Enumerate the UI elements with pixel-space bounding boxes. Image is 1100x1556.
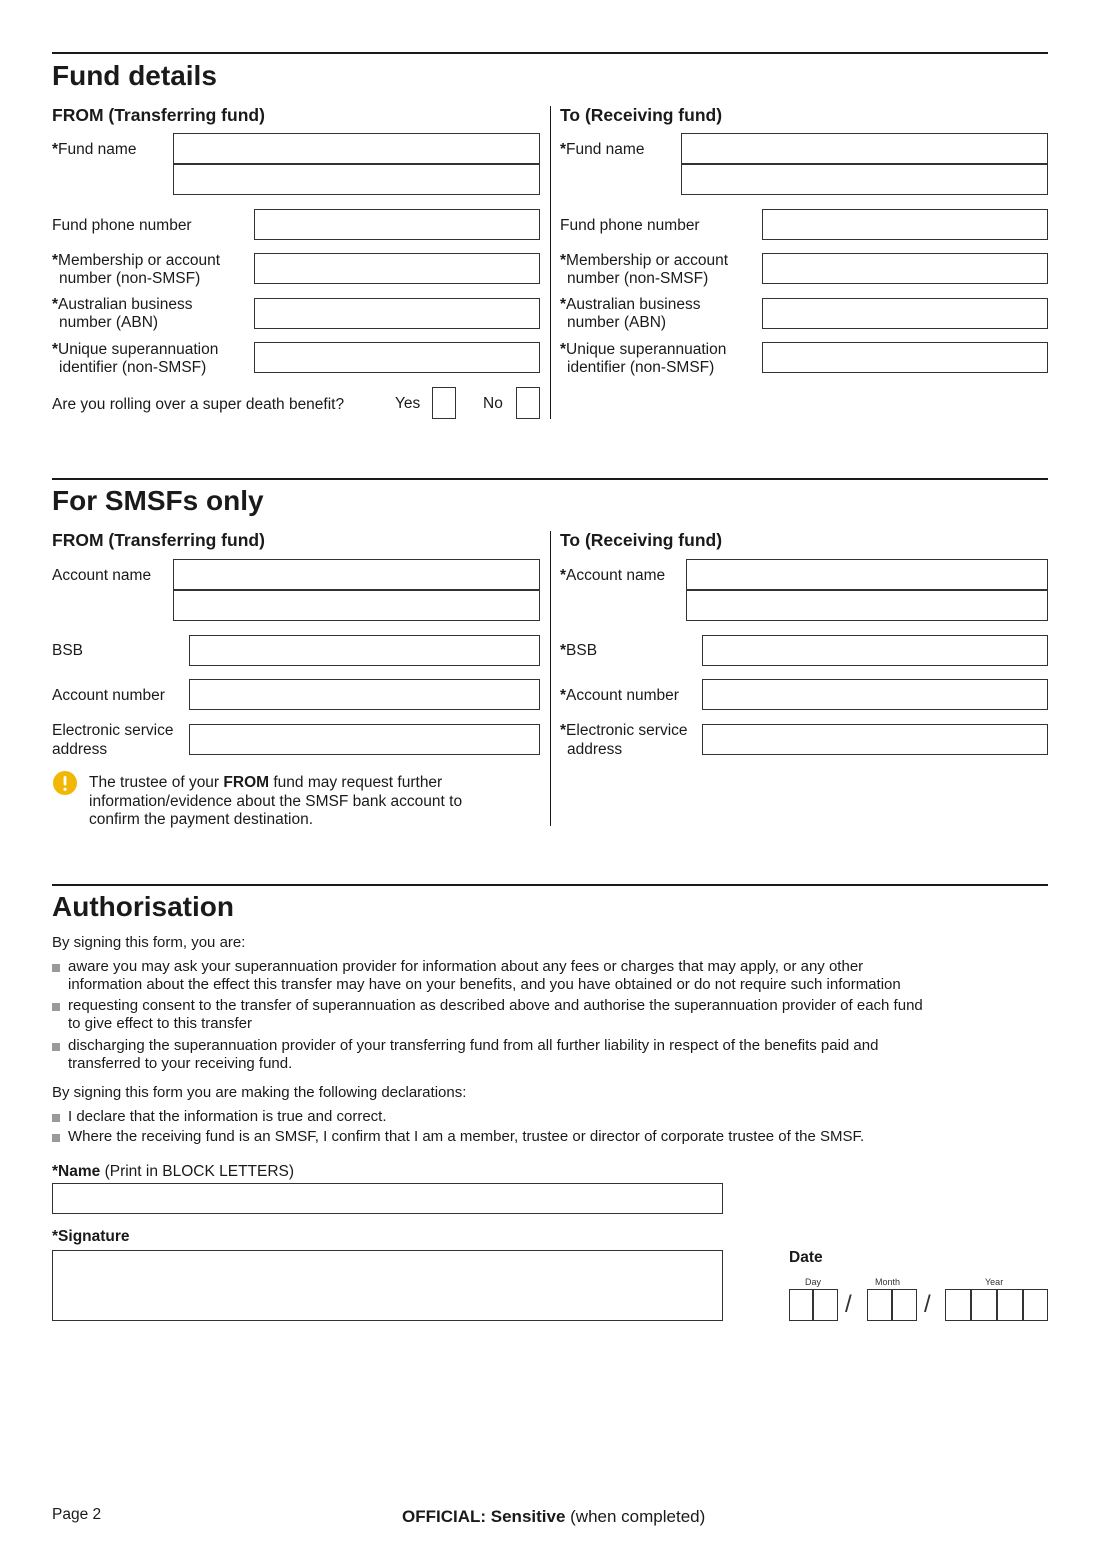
smsf-to-account-number-input[interactable] xyxy=(702,679,1048,710)
authorisation-intro: By signing this form, you are: xyxy=(52,934,246,951)
signature-label xyxy=(52,1228,130,1245)
to-membership-label-2: number (non-SMSF) xyxy=(567,270,709,287)
smsf-to-esa-label-1 xyxy=(560,722,688,739)
required-marker: * xyxy=(560,567,567,584)
required-marker: * xyxy=(560,252,567,269)
required-marker: * xyxy=(52,252,59,269)
death-benefit-yes-checkbox[interactable] xyxy=(432,387,456,419)
smsf-from-esa-label-1: Electronic service xyxy=(52,722,174,739)
label-text: BSB xyxy=(566,642,598,659)
date-year-digit-2[interactable] xyxy=(971,1289,997,1321)
bullet-text: information about the effect this transfer may have on your benefits, and you have obtained or do not require such information xyxy=(68,976,901,993)
bullet-square-icon xyxy=(52,964,60,972)
from-membership-input[interactable] xyxy=(254,253,540,284)
bullet-square-icon xyxy=(52,1043,60,1051)
smsf-from-heading: FROM (Transferring fund) xyxy=(52,530,265,550)
label-text: Account name xyxy=(566,567,666,584)
to-usi-label-1 xyxy=(560,341,726,358)
bullet-text: transferred to your receiving fund. xyxy=(68,1055,293,1072)
fund-details-title: Fund details xyxy=(52,60,217,91)
smsf-to-heading: To (Receiving fund) xyxy=(560,530,723,550)
note-text: fund may request further xyxy=(269,774,443,791)
label-text: Australian business xyxy=(58,296,193,313)
date-month-digit-1[interactable] xyxy=(867,1289,892,1321)
smsf-note-line-1 xyxy=(89,774,442,791)
bullet-square-icon xyxy=(52,1134,60,1142)
required-marker: * xyxy=(560,141,567,158)
name-label xyxy=(52,1163,294,1180)
smsf-from-esa-input[interactable] xyxy=(189,724,540,755)
smsf-from-esa-label-2: address xyxy=(52,741,108,758)
to-fund-name-input-2[interactable] xyxy=(681,164,1048,195)
classification-label xyxy=(402,1507,705,1527)
smsf-to-esa-input[interactable] xyxy=(702,724,1048,755)
to-membership-label-1 xyxy=(560,252,728,269)
section-divider xyxy=(52,52,1048,54)
smsf-to-bsb-input[interactable] xyxy=(702,635,1048,666)
from-fund-name-label xyxy=(52,141,136,158)
label-hint: (Print in BLOCK LETTERS) xyxy=(100,1163,295,1180)
to-usi-input[interactable] xyxy=(762,342,1048,373)
name-input[interactable] xyxy=(52,1183,723,1214)
from-membership-label-1 xyxy=(52,252,220,269)
from-phone-input[interactable] xyxy=(254,209,540,240)
from-phone-label: Fund phone number xyxy=(52,217,192,234)
smsf-from-account-name-label: Account name xyxy=(52,567,152,584)
smsf-to-esa-label-2: address xyxy=(567,741,623,758)
note-emphasis: FROM xyxy=(223,774,270,791)
note-text: The trustee of your xyxy=(89,774,224,791)
date-day-digit-2[interactable] xyxy=(813,1289,838,1321)
required-marker: * xyxy=(52,1228,59,1245)
declaration-text: I declare that the information is true and correct. xyxy=(68,1108,387,1125)
bullet-text: requesting consent to the transfer of superannuation as described above and authorise the superannuation provider of each fund xyxy=(68,997,923,1014)
label-text: Name xyxy=(58,1163,101,1180)
date-month-caption: Month xyxy=(875,1277,901,1287)
from-abn-label-2: number (ABN) xyxy=(59,314,159,331)
required-marker: * xyxy=(560,642,567,659)
date-label: Date xyxy=(789,1249,823,1266)
label-text: Unique superannuation xyxy=(566,341,727,358)
to-phone-label: Fund phone number xyxy=(560,217,700,234)
smsf-from-account-number-input[interactable] xyxy=(189,679,540,710)
smsf-to-bsb-label xyxy=(560,642,597,659)
from-fund-name-input-2[interactable] xyxy=(173,164,540,195)
from-usi-input[interactable] xyxy=(254,342,540,373)
smsf-from-account-name-input-2[interactable] xyxy=(173,590,540,621)
declaration-text: Where the receiving fund is an SMSF, I confirm that I am a member, trustee or director of corporate trustee of the SMSF. xyxy=(68,1128,865,1145)
classification-note: (when completed) xyxy=(565,1507,706,1526)
bullet-text: discharging the superannuation provider of your transferring fund from all further liability in respect of the benefits paid and xyxy=(68,1037,879,1054)
death-benefit-no-checkbox[interactable] xyxy=(516,387,540,419)
label-text: Fund name xyxy=(58,141,137,158)
from-abn-input[interactable] xyxy=(254,298,540,329)
section-divider xyxy=(52,478,1048,480)
required-marker: * xyxy=(560,341,567,358)
label-text: Fund name xyxy=(566,141,645,158)
from-membership-label-2: number (non-SMSF) xyxy=(59,270,201,287)
to-abn-label-1 xyxy=(560,296,700,313)
to-phone-input[interactable] xyxy=(762,209,1048,240)
label-text: Account number xyxy=(566,687,679,704)
date-day-caption: Day xyxy=(805,1277,822,1287)
date-year-digit-3[interactable] xyxy=(997,1289,1023,1321)
date-separator: / xyxy=(845,1291,852,1318)
column-divider xyxy=(550,106,551,419)
smsf-title: For SMSFs only xyxy=(52,485,264,516)
required-marker: * xyxy=(52,1163,59,1180)
smsf-to-account-name-input-2[interactable] xyxy=(686,590,1048,621)
smsf-to-account-name-label xyxy=(560,567,665,584)
bullet-square-icon xyxy=(52,1003,60,1011)
required-marker: * xyxy=(52,296,59,313)
smsf-to-account-number-label xyxy=(560,687,679,704)
classification-bold: OFFICIAL: Sensitive xyxy=(402,1507,566,1526)
to-abn-label-2: number (ABN) xyxy=(567,314,667,331)
label-text: Membership or account xyxy=(566,252,729,269)
label-text: Electronic service xyxy=(566,722,688,739)
smsf-from-account-name-input-1[interactable] xyxy=(173,559,540,590)
from-abn-label-1 xyxy=(52,296,192,313)
column-divider xyxy=(550,531,551,826)
date-separator: / xyxy=(924,1291,931,1318)
label-text: Australian business xyxy=(566,296,701,313)
smsf-note-line-2: information/evidence about the SMSF bank account to xyxy=(89,793,463,810)
smsf-from-account-number-label: Account number xyxy=(52,687,165,704)
to-abn-input[interactable] xyxy=(762,298,1048,329)
from-fund-name-input-1[interactable] xyxy=(173,133,540,164)
from-heading: FROM (Transferring fund) xyxy=(52,105,265,125)
to-usi-label-2: identifier (non-SMSF) xyxy=(567,359,715,376)
required-marker: * xyxy=(560,722,567,739)
smsf-to-account-name-input-1[interactable] xyxy=(686,559,1048,590)
to-fund-name-label xyxy=(560,141,644,158)
exclamation-circle-icon xyxy=(53,771,77,795)
to-membership-input[interactable] xyxy=(762,253,1048,284)
authorisation-intro-2: By signing this form you are making the following declarations: xyxy=(52,1084,467,1101)
required-marker: * xyxy=(52,141,59,158)
section-divider xyxy=(52,884,1048,886)
label-text: Signature xyxy=(58,1228,130,1245)
to-fund-name-input-1[interactable] xyxy=(681,133,1048,164)
date-month-digit-2[interactable] xyxy=(892,1289,917,1321)
bullet-square-icon xyxy=(52,1114,60,1122)
date-year-caption: Year xyxy=(985,1277,1004,1287)
from-usi-label-1 xyxy=(52,341,218,358)
smsf-from-bsb-input[interactable] xyxy=(189,635,540,666)
required-marker: * xyxy=(52,341,59,358)
death-benefit-yes-label: Yes xyxy=(395,395,421,412)
required-marker: * xyxy=(560,296,567,313)
date-year-digit-1[interactable] xyxy=(945,1289,971,1321)
authorisation-title: Authorisation xyxy=(52,891,234,922)
from-usi-label-2: identifier (non-SMSF) xyxy=(59,359,207,376)
smsf-from-bsb-label: BSB xyxy=(52,642,84,659)
signature-box[interactable] xyxy=(52,1250,723,1321)
label-text: Membership or account xyxy=(58,252,221,269)
bullet-text: aware you may ask your superannuation provider for information about any fees or charges that may apply, or any other xyxy=(68,958,864,975)
label-text: Unique superannuation xyxy=(58,341,219,358)
page-number: Page 2 xyxy=(52,1506,102,1523)
date-day-digit-1[interactable] xyxy=(789,1289,813,1321)
required-marker: * xyxy=(560,687,567,704)
death-benefit-no-label: No xyxy=(483,395,503,412)
bullet-text: to give effect to this transfer xyxy=(68,1015,252,1032)
date-year-digit-4[interactable] xyxy=(1023,1289,1048,1321)
death-benefit-question: Are you rolling over a super death benefit? xyxy=(52,396,345,413)
to-heading: To (Receiving fund) xyxy=(560,105,723,125)
smsf-note-line-3: confirm the payment destination. xyxy=(89,811,314,828)
